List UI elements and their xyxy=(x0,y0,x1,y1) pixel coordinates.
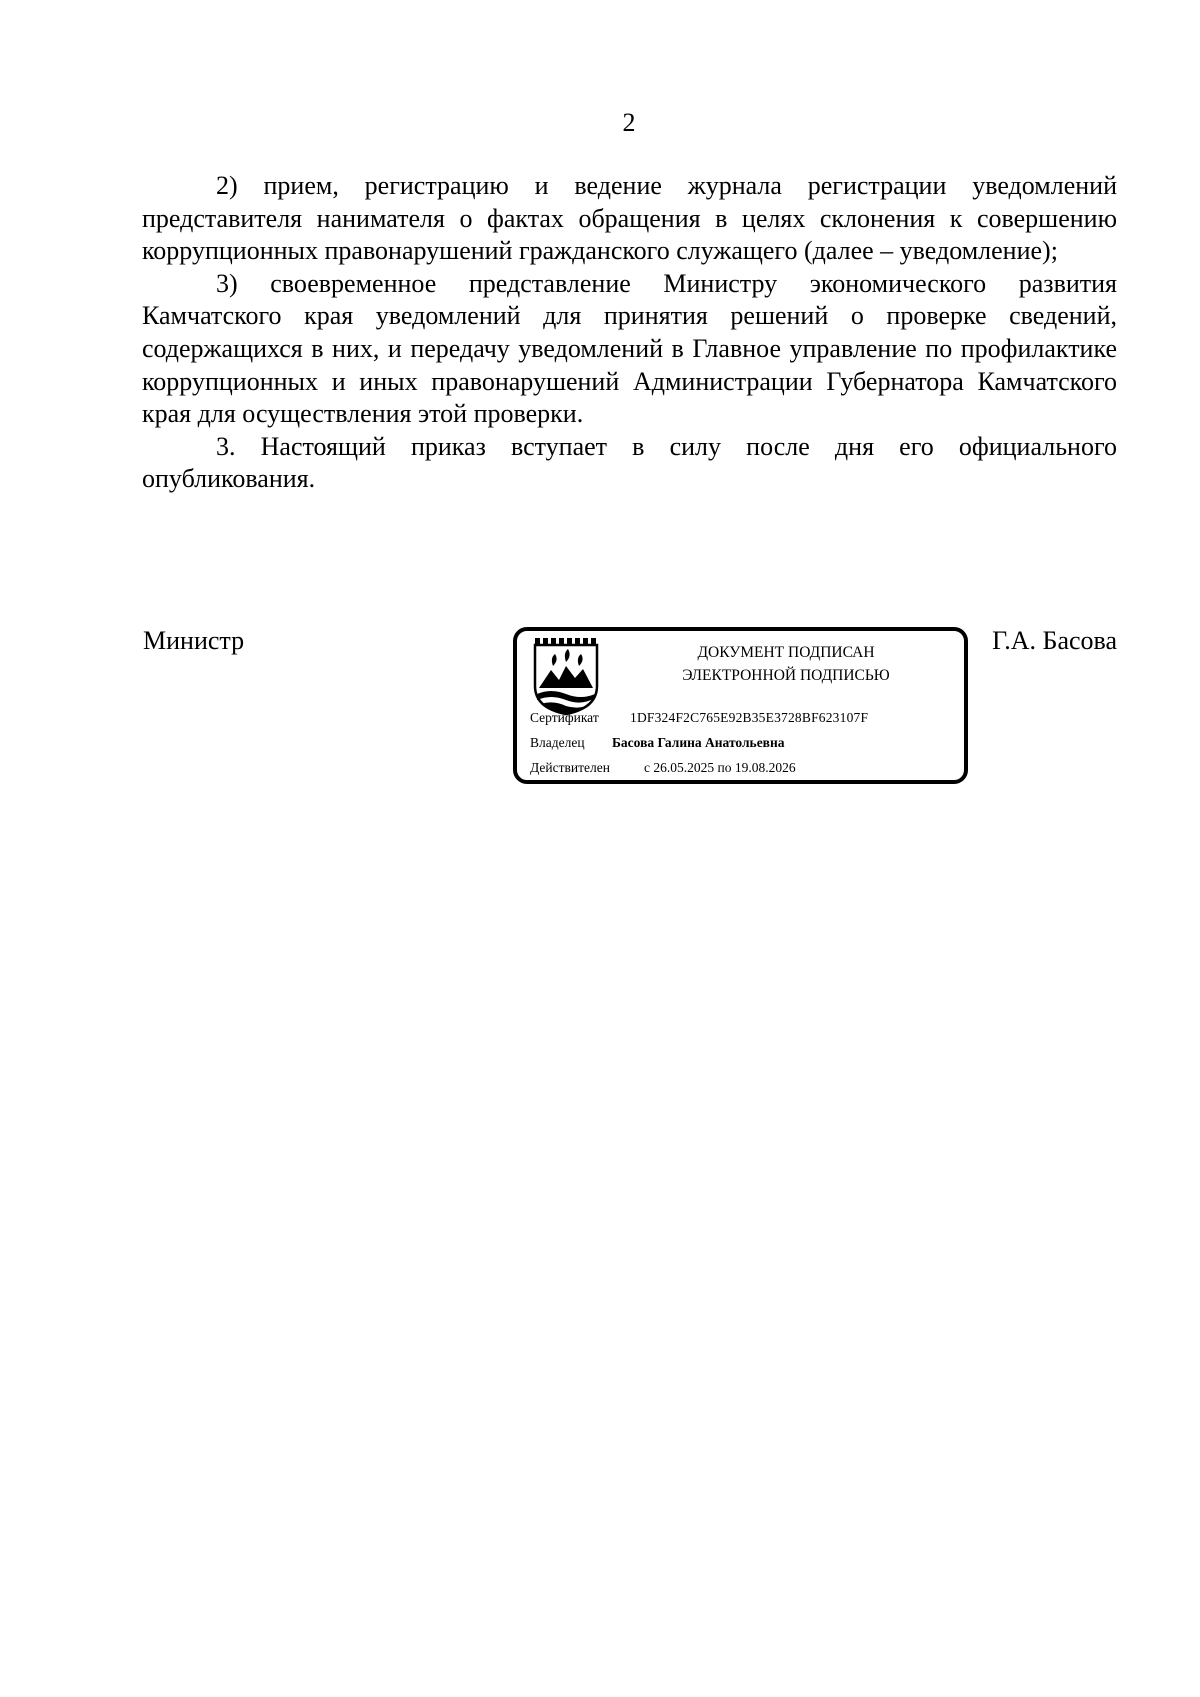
owner-label: Владелец xyxy=(530,735,585,750)
signatory-title: Министр xyxy=(143,626,245,655)
validity-value: с 26.05.2025 по 19.08.2026 xyxy=(644,760,796,775)
paragraph-item-2: 2) прием, регистрацию и ведение журнала регистрации уведомлений представителя нанимателя о фактах обращения в целях склонения к совершению коррупционных правонарушений гражданского служащего (далее – уведомление); xyxy=(142,171,1117,266)
electronic-signature-stamp xyxy=(513,627,968,784)
certificate-label: Сертификат xyxy=(530,710,599,725)
stamp-owner-row xyxy=(530,734,785,751)
signatory-name: Г.А. Басова xyxy=(992,626,1117,655)
certificate-value: 1DF324F2C765E92B35E3728BF623107F xyxy=(630,710,869,725)
stamp-certificate-row xyxy=(530,709,869,726)
document-body xyxy=(142,170,1117,496)
validity-label: Действителен xyxy=(530,760,610,775)
stamp-header-line-1: ДОКУМЕНТ ПОДПИСАН xyxy=(697,644,875,661)
paragraph-clause-3: 3. Настоящий приказ вступает в силу после дня его официального опубликования. xyxy=(142,431,1117,494)
kamchatka-coat-of-arms-icon xyxy=(531,636,601,716)
stamp-header-line-2: ЭЛЕКТРОННОЙ ПОДПИСЬЮ xyxy=(682,667,890,684)
page-number: 2 xyxy=(622,108,636,137)
paragraph-item-3: 3) своевременное представление Министру экономического развития Камчатского края уведомлений для принятия решений о проверке сведений, содержащихся в них, и передачу уведомлений в Главное управление по профилактике коррупционных и иных правонарушений Администрации Губернатора Камчатского края для осуществления этой проверки. xyxy=(142,268,1117,429)
stamp-header xyxy=(617,641,955,687)
stamp-validity-row xyxy=(530,759,796,776)
owner-value: Басова Галина Анатольевна xyxy=(612,735,785,750)
